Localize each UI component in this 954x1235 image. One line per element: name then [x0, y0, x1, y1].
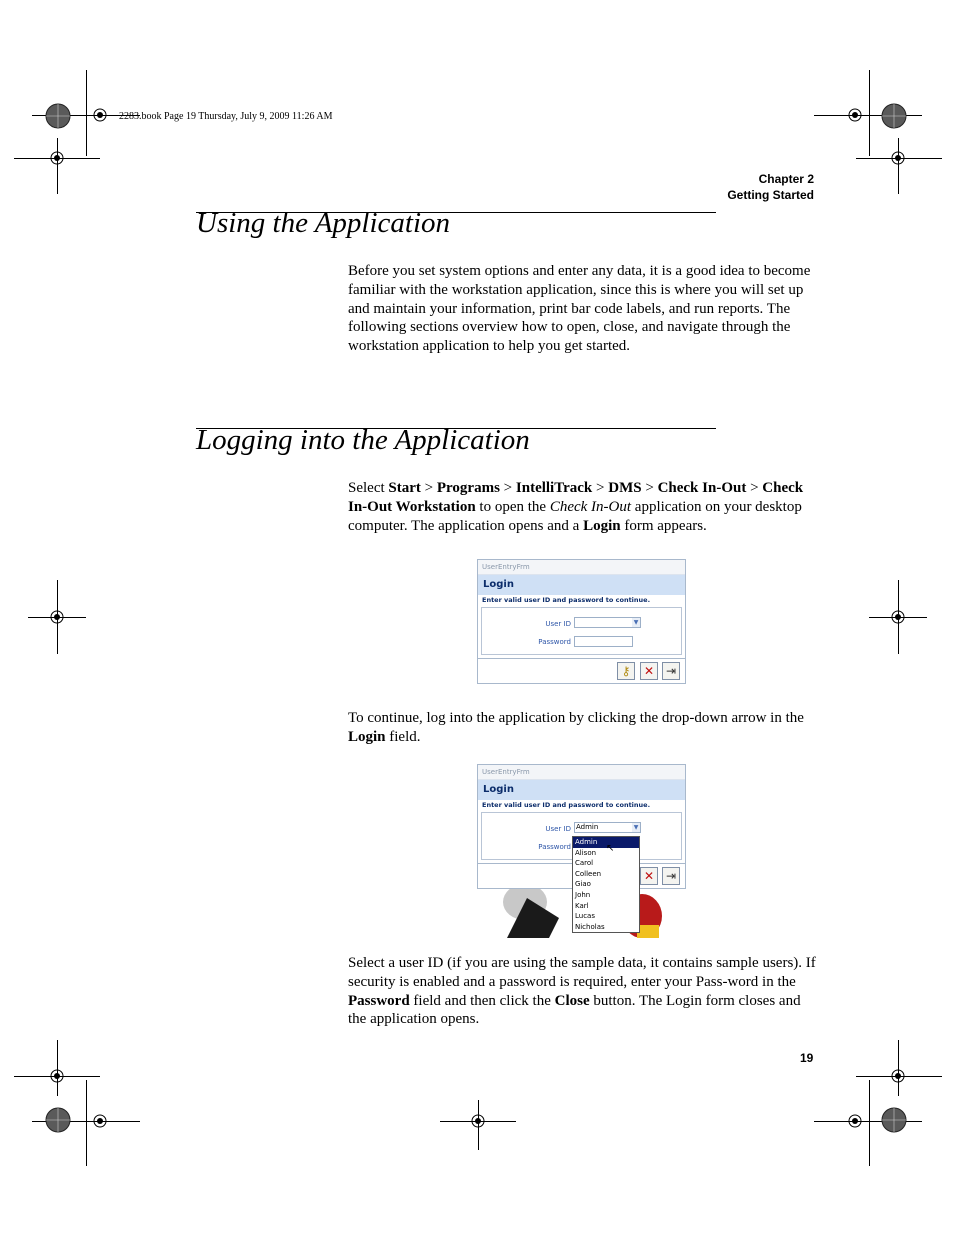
password-field[interactable] [574, 636, 633, 647]
user-id-field[interactable]: Admin ▼ [574, 822, 641, 833]
section-heading-using: Using the Application [196, 207, 451, 239]
page-number: 19 [800, 1051, 814, 1065]
chevron-down-icon[interactable]: ▼ [633, 619, 639, 626]
password-label: Password [538, 843, 571, 851]
login-message: Enter valid user ID and password to continue. [482, 596, 651, 604]
section-heading-logging: Logging into the Application [196, 424, 530, 456]
dropdown-option[interactable]: Admin [573, 837, 639, 848]
close-icon[interactable]: ✕ [640, 867, 658, 885]
book-info: 2283.book Page 19 Thursday, July 9, 2009 11:26 AM [119, 111, 333, 122]
dropdown-option[interactable]: Giao [575, 880, 591, 889]
dropdown-option[interactable]: Lucas [575, 912, 595, 921]
dropdown-option[interactable]: Nicholas [575, 922, 605, 931]
exit-icon[interactable]: ⇥ [662, 662, 680, 680]
window-title: UserEntryFrm [478, 765, 685, 780]
login-heading: Login [478, 780, 685, 800]
chapter-title: Getting Started [727, 188, 814, 202]
login-message: Enter valid user ID and password to continue. [482, 801, 651, 809]
cursor-icon: ↖ [606, 843, 615, 854]
key-icon[interactable]: ⚷ [617, 662, 635, 680]
dropdown-option[interactable]: Colleen [575, 869, 602, 878]
exit-icon[interactable]: ⇥ [662, 867, 680, 885]
chevron-down-icon[interactable]: ▼ [633, 824, 639, 831]
dropdown-option[interactable]: John [575, 890, 591, 899]
chapter-number: Chapter 2 [758, 172, 814, 186]
instruction-paragraph-2: To continue, log into the application by clicking the drop-down arrow in the Login field. [348, 710, 804, 745]
login-heading: Login [478, 575, 685, 595]
instruction-paragraph-3: Select a user ID (if you are using the sample data, it contains sample users). If security is enabled and a password is required, enter your Pass-word in the Password field and then click the Close button. The Login form closes and the application opens. [348, 955, 816, 1028]
user-id-label: User ID [545, 620, 571, 628]
dropdown-option[interactable]: Karl [575, 901, 589, 910]
password-label: Password [538, 638, 571, 646]
dropdown-option[interactable]: Alison [575, 848, 597, 857]
dropdown-option[interactable]: Carol [575, 859, 594, 868]
close-icon[interactable]: ✕ [640, 662, 658, 680]
user-id-field[interactable] [574, 617, 641, 628]
window-title: UserEntryFrm [478, 560, 685, 575]
section-body-using: Before you set system options and enter any data, it is a good idea to become familiar with the workstation application, since this is where you will set up and maintain your information, print bar code labels, and run reports. The following sections overview how to open, close, and navigate through the workstation application to help you get started. [348, 263, 811, 355]
login-form-screenshot [477, 559, 686, 684]
user-id-label: User ID [545, 825, 571, 833]
instruction-paragraph-1: Select Start > Programs > IntelliTrack > DMS > Check In-Out > Check In-Out Workstation to open the Check In-Out application on your desktop computer. The application opens and a Login form appears. [348, 480, 804, 534]
